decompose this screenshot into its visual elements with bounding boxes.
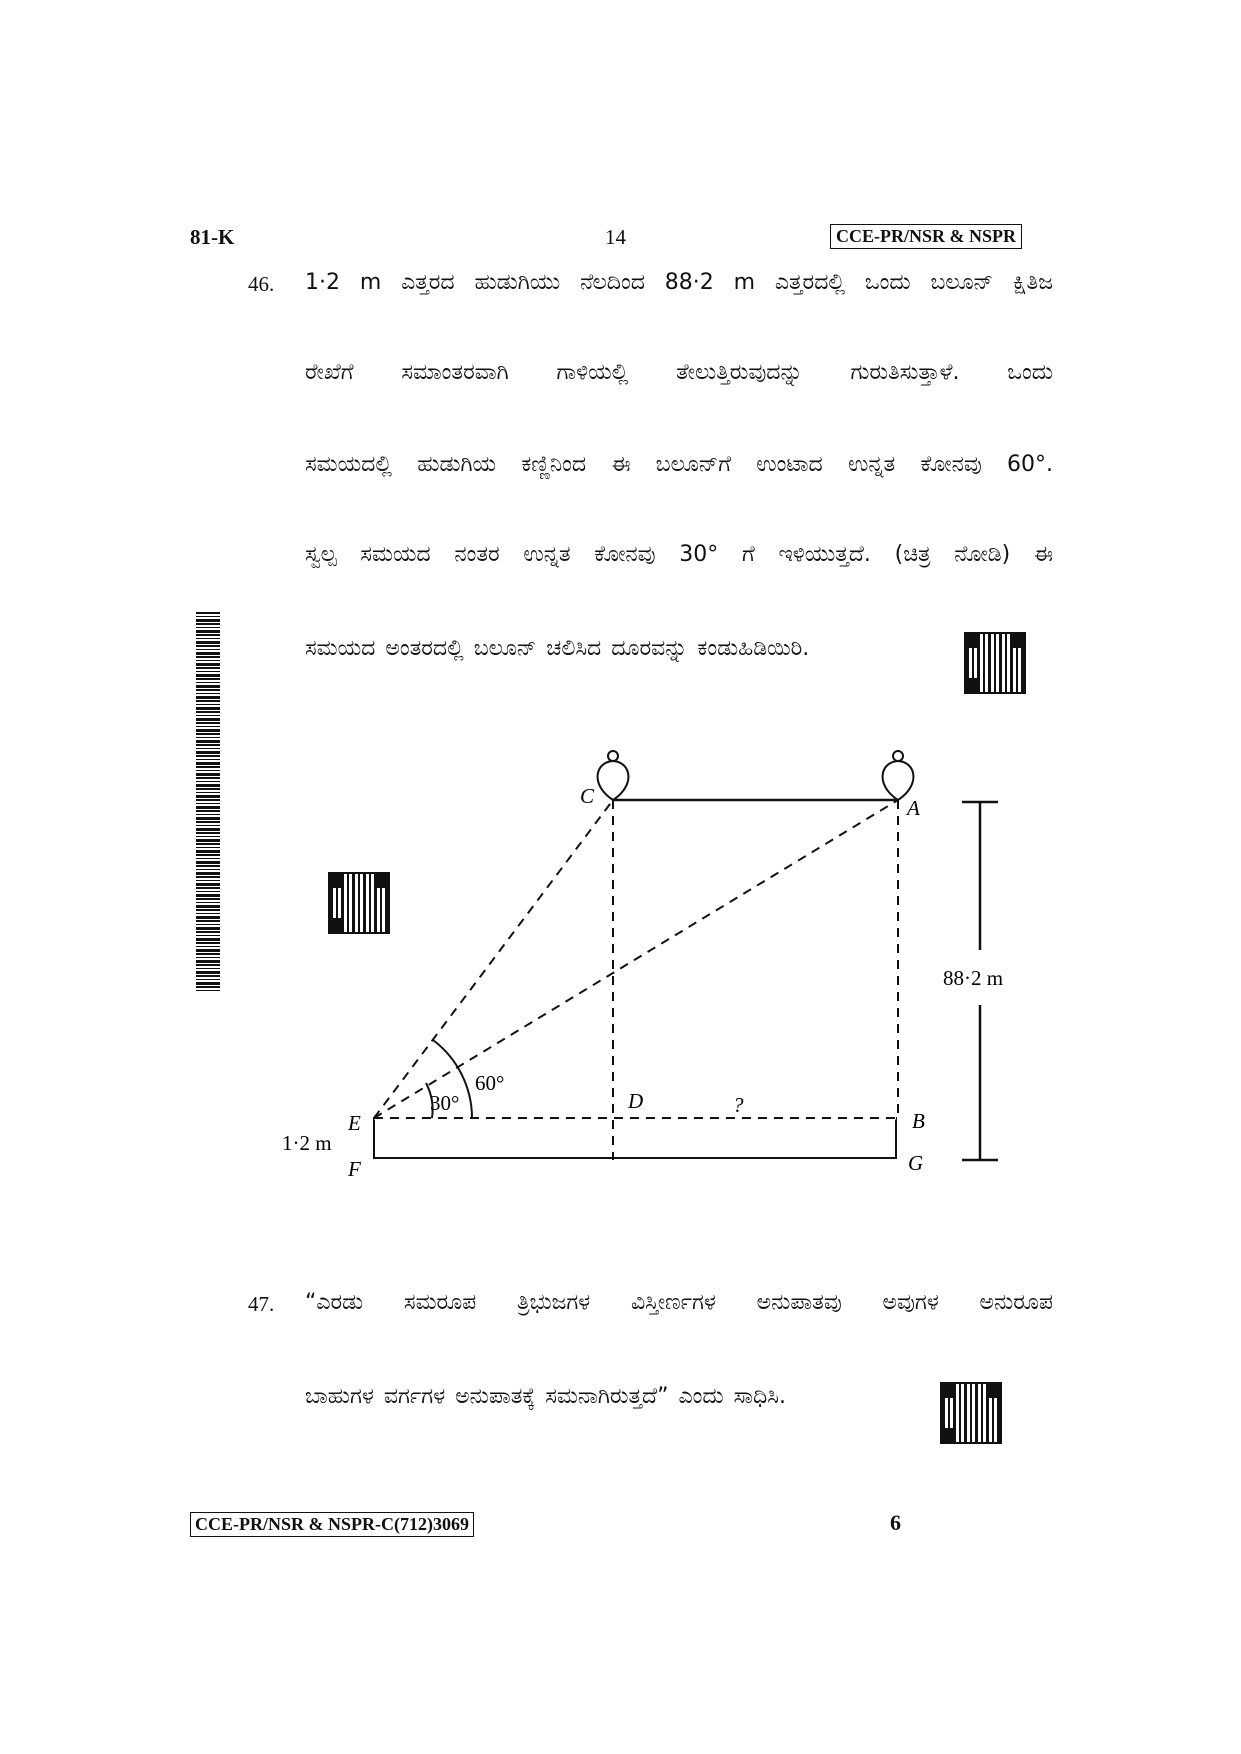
label-B: B (912, 1109, 925, 1133)
question-47-line-2: ಬಾಹುಗಳ ವರ್ಗಗಳ ಅನುಪಾತಕ್ಕೆ ಸಮನಾಗಿರುತ್ತದೆ” ಎಂದು ಸಾಧಿಸಿ. (305, 1384, 786, 1409)
question-number-46: 46. (248, 272, 275, 296)
angle-label-30: 30° (430, 1091, 460, 1115)
label-G: G (908, 1151, 924, 1175)
height-label-girl: 1·2 m (282, 1131, 332, 1155)
ground-rectangle (374, 1118, 896, 1158)
label-D: D (628, 1089, 644, 1113)
height-label-88-2: 88·2 m (943, 966, 1004, 990)
label-A: A (907, 796, 920, 820)
label-C: C (580, 784, 595, 808)
footer-code-box: CCE-PR/NSR & NSPR-C(712)3069 (190, 1512, 474, 1537)
label-question: ? (733, 1093, 744, 1117)
question-46-line-3: ಸಮಯದಲ್ಲಿ ಹುಡುಗಿಯ ಕಣ್ಣಿನಿಂದ ಈ ಬಲೂನ್‌ಗೆ ಉಂಟಾದ ಉನ್ನತ ಕೋನವು 60°. (305, 452, 1053, 477)
exam-code-box: CCE-PR/NSR & NSPR (830, 224, 1022, 249)
paper-code: 81-K (190, 225, 235, 249)
balloon-icon (598, 751, 629, 800)
line-EA (374, 800, 898, 1118)
question-46-line-4: ಸ್ವಲ್ಪ ಸಮಯದ ನಂತರ ಉನ್ನತ ಕೋನವು 30° ಗೆ ಇಳಿಯುತ್ತದೆ. (ಚಿತ್ರ ನೋಡಿ) ಈ (305, 542, 1053, 567)
question-46-line-2: ರೇಖೆಗೆ ಸಮಾಂತರವಾಗಿ ಗಾಳಿಯಲ್ಲಿ ತೇಲುತ್ತಿರುವುದನ್ನು ಗುರುತಿಸುತ್ತಾಳೆ. ಒಂದು (305, 360, 1053, 385)
question-number-47: 47. (248, 1292, 275, 1316)
label-F: F (348, 1157, 361, 1181)
angle-label-60: 60° (475, 1071, 505, 1095)
page-number: 14 (605, 225, 626, 249)
question-46-line-1: 1·2 m ಎತ್ತರದ ಹುಡುಗಿಯು ನೆಲದಿಂದ 88·2 m ಎತ್ತರದಲ್ಲಿ ಒಂದು ಬಲೂನ್ ಕ್ಷಿತಿಜ (305, 270, 1053, 295)
question-46-line-5: ಸಮಯದ ಅಂತರದಲ್ಲಿ ಬಲೂನ್ ಚಲಿಸಿದ ದೂರವನ್ನು ಕಂಡುಹಿಡಿಯಿರಿ. (305, 636, 810, 661)
footer-number: 6 (890, 1510, 901, 1535)
label-E: E (348, 1111, 361, 1135)
question-47-line-1: “ಎರಡು ಸಮರೂಪ ತ್ರಿಭುಜಗಳ ವಿಸ್ತೀರ್ಣಗಳ ಅನುಪಾತವು ಅವುಗಳ ಅನುರೂಪ (305, 1290, 1053, 1315)
balloon-icon (883, 751, 914, 800)
